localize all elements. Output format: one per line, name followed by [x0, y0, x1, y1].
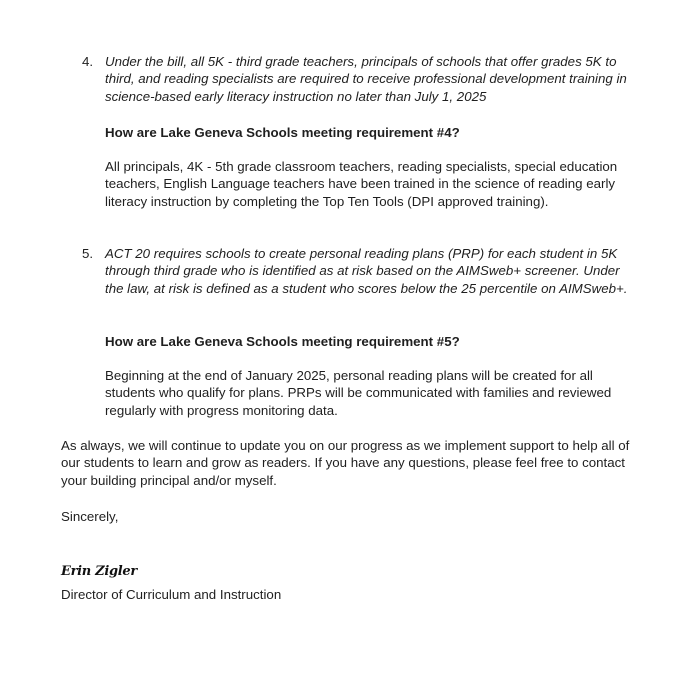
signer-title: Director of Curriculum and Instruction: [61, 587, 282, 602]
signature: Erin Zigler: [61, 564, 137, 579]
requirement-5-question: How are Lake Geneva Schools meeting requirement #5?: [105, 334, 460, 349]
valediction: Sincerely,: [61, 509, 119, 524]
requirement-text: ACT 20 requires schools to create personal reading plans (PRP) for each student in 5K through third grade who is identified as at risk based on the AIMSweb+ screener. Under the law, at risk is defined as a student who scores below the 25 percentile on AIMSweb+.: [105, 246, 628, 296]
requirement-4-question: How are Lake Geneva Schools meeting requirement #4?: [105, 125, 460, 140]
list-number: 4.: [82, 54, 94, 69]
requirement-5-answer: Beginning at the end of January 2025, personal reading plans will be created for all students who qualify for plans. PRPs will be communicated with families and reviewed regularly with progress monitoring data.: [105, 368, 612, 418]
closing-paragraph: As always, we will continue to update you on our progress as we implement support to help all of our students to learn and grow as readers. If you have any questions, please feel free to contact your building principal and/or myself.: [61, 438, 630, 488]
requirement-4-answer: All principals, 4K - 5th grade classroom teachers, reading specialists, special education teachers, English Language teachers have been trained in the science of reading early literacy instruction by completing the Top Ten Tools (DPI approved training).: [105, 159, 618, 209]
requirement-text: Under the bill, all 5K - third grade teachers, principals of schools that offer grades 5K to third, and reading specialists are required to receive professional development training in science-based early literacy instruction no later than July 1, 2025: [105, 54, 627, 104]
list-number: 5.: [82, 246, 94, 261]
